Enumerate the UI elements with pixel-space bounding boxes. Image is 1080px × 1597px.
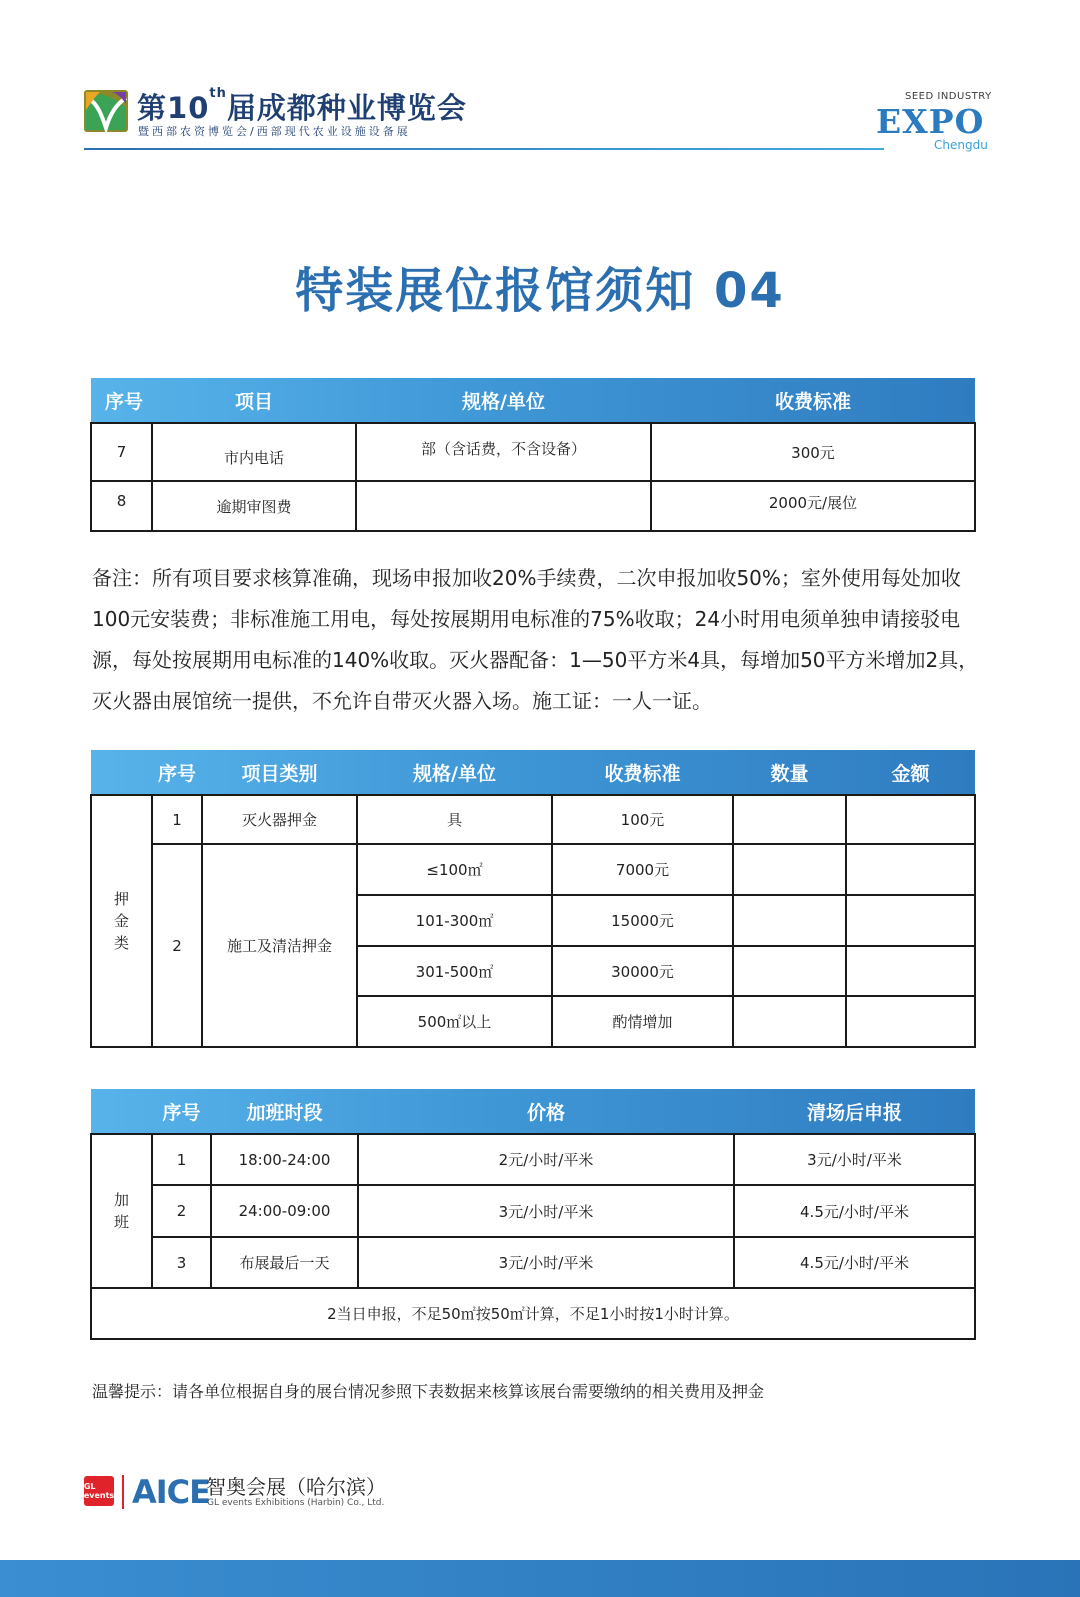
row-spec: 具 [357,795,552,844]
reminder-tip: 温馨提示：请各单位根据自身的展台情况参照下表数据来核算该展台需要缴纳的相关费用及押金 [92,1382,765,1401]
row-fee: 300元 [651,423,975,481]
expo-logo: EXPO [876,102,985,141]
gl-events-logo-icon: GL events [84,1476,114,1506]
category-cell: 押金类 [91,795,152,1047]
row-item: 灭火器押金 [202,795,357,844]
row-no: 1 [152,1134,211,1185]
row-no: 7 [91,423,152,481]
row-period: 24:00-09:00 [211,1185,358,1237]
col-header-period: 加班时段 [246,1101,323,1124]
row-period: 布展最后一天 [211,1237,358,1288]
row-amount [846,946,975,996]
table-row [91,795,975,844]
row-no: 1 [152,795,202,844]
col-header-price: 价格 [526,1101,565,1124]
row-amount [846,844,975,895]
table-header-row [91,1089,975,1134]
row-item: 市内电话 [152,423,356,481]
col-header-item: 项目 [234,390,273,413]
row-no: 2 [152,844,202,1047]
table-row [91,1134,975,1185]
row-fee: 100元 [552,795,733,844]
row-spec: ≤100㎡ [357,844,552,895]
col-header-qty: 数量 [770,762,809,785]
col-header-after: 清场后申报 [806,1101,902,1124]
col-header-fee: 收费标准 [774,390,851,413]
row-amount [846,996,975,1047]
row-fee: 酌情增加 [552,996,733,1047]
col-header-no: 序号 [105,390,144,413]
table-header-row [91,378,975,423]
row-price: 3元/小时/平米 [358,1237,734,1288]
row-fee: 30000元 [552,946,733,996]
row-price: 2元/小时/平米 [358,1134,734,1185]
table-row [91,1237,975,1288]
row-period: 18:00-24:00 [211,1134,358,1185]
footer-bar [0,1560,1080,1597]
table-row [91,1185,975,1237]
row-spec: 101-300㎡ [357,895,552,946]
table-row [91,844,975,895]
col-header-no: 序号 [162,1101,201,1124]
col-header-category [91,1089,152,1134]
col-header-item: 项目类别 [241,762,318,785]
row-spec: 500㎡以上 [357,996,552,1047]
row-spec: 部（含话费，不含设备） [356,423,651,481]
logo-divider [122,1475,124,1509]
overtime-footnote: 2当日申报，不足50㎡按50㎡计算，不足1小时按1小时计算。 [91,1288,975,1339]
row-after: 4.5元/小时/平米 [734,1185,975,1237]
row-price: 3元/小时/平米 [358,1185,734,1237]
table-row [91,423,975,481]
fee-table-misc [90,378,976,532]
row-amount [846,795,975,844]
row-qty [733,844,846,895]
row-qty [733,946,846,996]
expo-city: Chengdu [934,138,988,152]
col-header-spec: 规格/单位 [462,390,545,413]
row-qty [733,996,846,1047]
row-spec [356,481,651,531]
page-title: 特装展位报馆须知 04 [295,263,785,319]
row-qty [733,795,846,844]
row-qty [733,895,846,946]
table-header-row [91,750,975,795]
row-amount [846,895,975,946]
col-header-no: 序号 [157,762,196,785]
row-fee: 2000元/展位 [651,481,975,531]
row-item: 施工及清洁押金 [202,844,357,1047]
row-fee: 7000元 [552,844,733,895]
col-header-category [91,750,152,795]
organizer-name-cn: 智奥会展（哈尔滨） [206,1475,386,1499]
aice-logo: AICE [132,1473,211,1511]
col-header-amount: 金额 [891,762,930,785]
row-item: 逾期审图费 [152,481,356,531]
row-fee: 15000元 [552,895,733,946]
overtime-table [90,1089,976,1340]
event-subtitle: 暨西部农资博览会/西部现代农业设施设备展 [138,125,411,138]
row-after: 4.5元/小时/平米 [734,1237,975,1288]
table-row [91,481,975,531]
organizer-name-en: GL events Exhibitions (Harbin) Co., Ltd. [207,1498,385,1508]
row-after: 3元/小时/平米 [734,1134,975,1185]
row-spec: 301-500㎡ [357,946,552,996]
row-no: 2 [152,1185,211,1237]
row-no: 8 [91,481,152,531]
col-header-fee: 收费标准 [604,762,681,785]
remarks-note: 备注：所有项目要求核算准确，现场申报加收20%手续费，二次申报加收50%；室外使用每处加收100元安装费；非标准施工用电，每处按展期用电标准的75%收取；24小时用电须单独申请接驳电源，每处按展期用电标准的140%收取。灭火器配备：1—50平方米4具，每增加50平方米增加2具，灭火器由展馆统一提供，不允许自带灭火器入场。施工证：一人一证。 [92,566,979,713]
header-divider [84,148,884,150]
fair-logo-icon [84,90,128,132]
row-no: 3 [152,1237,211,1288]
expo-tagline: SEED INDUSTRY [905,91,992,102]
category-cell: 加班 [91,1134,152,1288]
table-footnote-row [91,1288,975,1339]
event-title: 第10th届成都种业博览会 [137,86,467,125]
deposit-table [90,750,976,1048]
col-header-spec: 规格/单位 [413,762,496,785]
